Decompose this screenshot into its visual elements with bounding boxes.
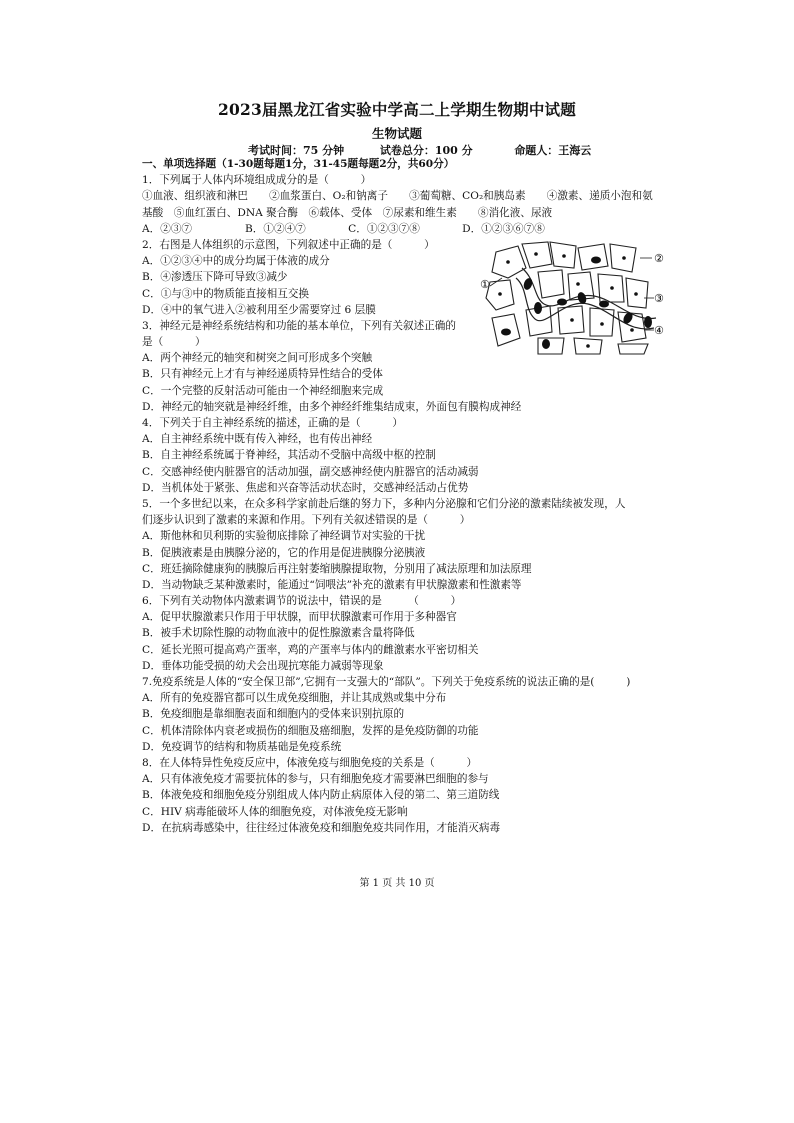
question-line: 们逐步认识到了激素的来源和作用。下列有关叙述错误的是（ ）: [142, 514, 471, 527]
question-line: C．HIV 病毒能破坏人体的细胞免疫，对体液免疫无影响: [142, 805, 408, 818]
question-line: B．体液免疫和细胞免疫分别组成人体内防止病原体入侵的第二、第三道防线: [142, 789, 500, 802]
question-line: 是（ ）: [142, 336, 206, 349]
question-line: D．神经元的轴突就是神经纤维，由多个神经纤维集结成束，外面包有膜构成神经: [142, 400, 522, 413]
question-8: [142, 755, 662, 836]
question-line: A．②③⑦ B．①②④⑦ C．①②③⑦⑧ D．①②③⑥⑦⑧: [142, 222, 545, 235]
section-heading: 一、单项选择题（1-30题每题1分，31-45题每题2分，共60分）: [142, 158, 455, 170]
question-5: [142, 496, 662, 593]
question-line: A．所有的免疫器官都可以生成免疫细胞，并让其成熟或集中分布: [142, 692, 447, 705]
question-line: B．免疫细胞是靠细胞表面和细胞内的受体来识别抗原的: [142, 708, 405, 721]
question-line: C．延长光照可提高鸡产蛋率，鸡的产蛋率与体内的雌激素水平密切相关: [142, 643, 479, 656]
author: 命题人：王海云: [514, 144, 592, 157]
question-line: B．只有神经元上才有与神经递质特异性结合的受体: [142, 368, 383, 381]
total-score: 试卷总分：100 分: [379, 144, 473, 157]
question-6: [142, 593, 662, 674]
question-line: A．只有体液免疫才需要抗体的参与，只有细胞免疫才需要淋巴细胞的参与: [142, 773, 489, 786]
question-4: [142, 415, 662, 496]
question-line: 8．在人体特异性免疫反应中，体液免疫与细胞免疫的关系是（ ）: [142, 756, 478, 769]
question-line: D．当动物缺乏某种激素时，能通过“饲喂法”补充的激素有甲状腺激素和性激素等: [142, 578, 522, 591]
exam-time: 考试时间：75 分钟: [248, 144, 345, 157]
question-line: A．斯他林和贝利斯的实验彻底排除了神经调节对实验的干扰: [142, 530, 426, 543]
question-line: C．班廷摘除健康狗的胰腺后再注射萎缩胰腺提取物，分别用了减法原理和加法原理: [142, 562, 532, 575]
question-line: 2．右图是人体组织的示意图，下列叙述中正确的是（ ）: [142, 238, 435, 251]
question-line: D．④中的氧气进入②被利用至少需要穿过 6 层膜: [142, 303, 376, 316]
question-line: 7.免疫系统是人体的“安全保卫部”,它拥有一支强大的“部队”。下列关于免疫系统的说法正确的是( ): [142, 676, 631, 688]
question-line: 5．一个多世纪以来，在众多科学家前赴后继的努力下，多种内分泌腺和它们分泌的激素陆续被发现，人: [142, 497, 626, 510]
question-line: 基酸 ⑤血红蛋白、DNA 聚合酶 ⑥载体、受体 ⑦尿素和维生素 ⑧消化液、尿液: [142, 206, 553, 219]
question-line: B．被手术切除性腺的动物血液中的促性腺激素含量将降低: [142, 627, 415, 640]
question-line: D．当机体处于紧张、焦虑和兴奋等活动状态时，交感神经活动占优势: [142, 481, 469, 494]
question-line: D．垂体功能受损的幼犬会出现抗寒能力减弱等现象: [142, 659, 384, 672]
question-line: C．交感神经使内脏器官的活动加强，副交感神经使内脏器官的活动减弱: [142, 465, 479, 478]
label-2: ②: [654, 252, 664, 265]
question-line: A．①②③④中的成分均属于体液的成分: [142, 255, 330, 268]
question-line: C．机体清除体内衰老或损伤的细胞及癌细胞，发挥的是免疫防御的功能: [142, 724, 479, 737]
question-1: [142, 172, 662, 237]
label-1: ①: [480, 278, 490, 291]
question-line: 1．下列属于人体内环境组成成分的是（ ）: [142, 174, 372, 187]
question-line: B．自主神经系统属于脊神经，其活动不受脑中高级中枢的控制: [142, 449, 436, 462]
question-line: 4．下列关于自主神经系统的描述，正确的是（ ）: [142, 417, 403, 429]
question-7: [142, 674, 662, 755]
label-4: ④: [654, 324, 664, 337]
question-line: A．两个神经元的轴突和树突之间可形成多个突触: [142, 352, 373, 365]
tissue-diagram: [478, 238, 668, 356]
question-line: C．①与③中的物质能直接相互交换: [142, 287, 310, 300]
page-footer: 第 1 页 共 10 页: [359, 878, 435, 889]
label-3: ③: [654, 292, 664, 305]
question-line: C．一个完整的反射活动可能由一个神经细胞来完成: [142, 384, 384, 397]
question-line: ①血液、组织液和淋巴 ②血浆蛋白、O₂和钠离子 ③葡萄糖、CO₂和胰岛素 ④激素、递质小泡和氨: [142, 190, 653, 203]
question-line: 3．神经元是神经系统结构和功能的基本单位，下列有关叙述正确的: [142, 319, 456, 332]
question-line: D．免疫调节的结构和物质基础是免疫系统: [142, 740, 342, 753]
question-line: B．促胰液素是由胰腺分泌的，它的作用是促进胰腺分泌胰液: [142, 546, 426, 559]
page-title: 2023届黑龙江省实验中学高二上学期生物期中试题: [218, 100, 576, 119]
question-line: A．自主神经系统中既有传入神经，也有传出神经: [142, 433, 373, 446]
page-subtitle: 生物试题: [371, 126, 422, 141]
question-line: 6．下列有关动物体内激素调节的说法中，错误的是 （ ）: [142, 595, 462, 608]
question-line: B．④渗透压下降可导致③减少: [142, 271, 288, 284]
question-line: A．促甲状腺激素只作用于甲状腺，而甲状腺激素可作用于多种器官: [142, 611, 457, 624]
question-line: D．在抗病毒感染中，往往经过体液免疫和细胞免疫共同作用，才能消灭病毒: [142, 821, 501, 834]
